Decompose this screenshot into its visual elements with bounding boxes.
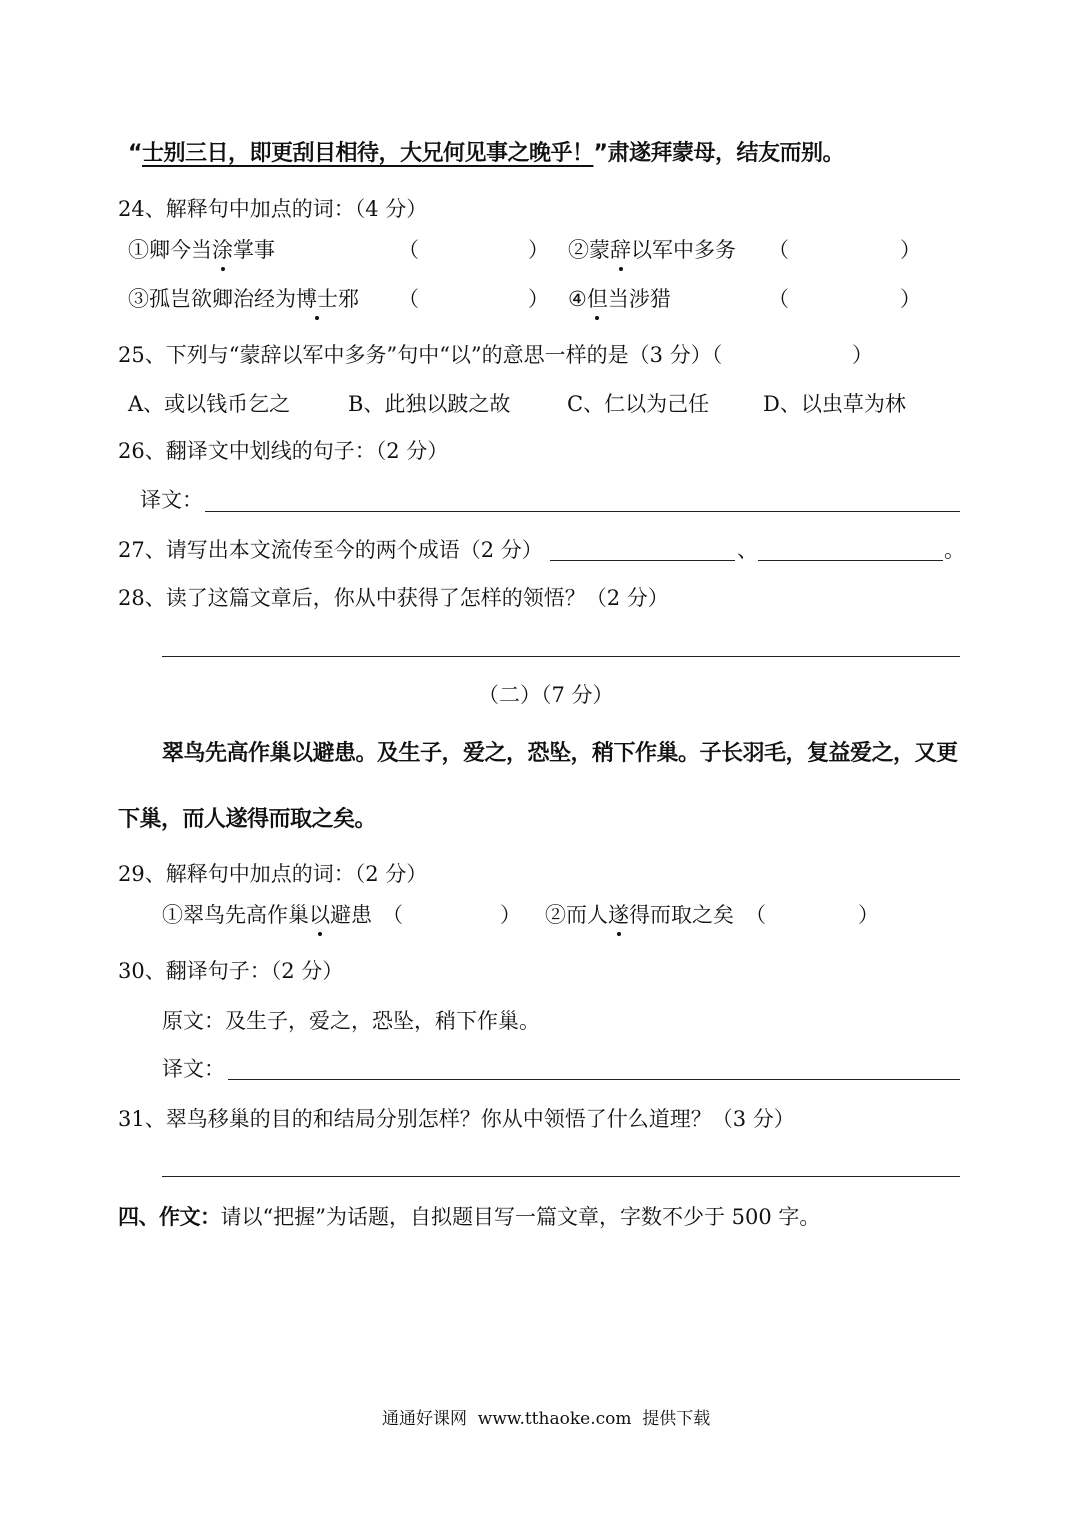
dotted-word: 博士 [296,287,338,311]
q31-answer-line[interactable] [162,1176,960,1177]
q24-answer-2-open: （ [768,238,789,262]
dotted-word: 涂 [212,238,233,262]
q28-answer-line[interactable] [162,656,960,657]
q24-answer-1-open: （ [398,238,419,262]
q29-answer-1-close: ） [500,903,521,927]
q24-item-2: ②蒙辞以军中多务 [568,238,736,262]
q24-answer-4-open: （ [768,287,789,311]
q25-stem: 25、下列与“蒙辞以军中多务”句中“以”的意思一样的是（3 分）（ [118,343,723,367]
essay-prompt [118,1203,820,1231]
q27-stem: 27、请写出本文流传至今的两个成语（2 分） [118,538,543,562]
q30-answer-line[interactable] [228,1079,960,1080]
q25-option-d: D、以虫草为林 [763,392,906,416]
q25-stem-close: ） [852,343,873,367]
q24-stem: 24、解释句中加点的词：（4 分） [118,197,428,221]
underlined-sentence: 士别三日，即更刮目相待，大兄何见事之晚乎！ [141,141,594,166]
q25-option-c: C、仁以为己任 [567,392,710,416]
q27-separator: 、 [737,538,758,562]
section2-heading: （二）（7 分） [478,683,614,707]
essay-text: 请以“把握”为话题，自拟题目写一篇文章，字数不少于 500 字。 [220,1205,821,1229]
q24-item-1: ①卿今当涂掌事 [128,238,275,262]
q25-option-a: A、或以钱币乞之 [128,392,291,416]
q26-answer-line[interactable] [205,511,960,512]
q31-stem: 31、翠鸟移巢的目的和结局分别怎样？你从中领悟了什么道理？（3 分） [118,1107,795,1131]
q29-item-1: ①翠鸟先高作巢以避患 [162,903,372,927]
q24-answer-2-close: ） [900,238,921,262]
q26-stem: 26、翻译文中划线的句子：（2 分） [118,439,449,463]
q27-answer-line-2[interactable] [758,560,943,561]
q29-answer-2-open: （ [745,903,766,927]
passage-closing-line [128,140,844,168]
section2-passage-line2: 下巢，而人遂得而取之矣。 [118,807,377,832]
dotted-word: 但 [586,287,608,311]
q24-item-4: ④但当涉猎 [568,287,671,311]
quote-open: “ [128,141,142,166]
q26-translation-label: 译文： [140,488,203,512]
q24-answer-3-open: （ [398,287,419,311]
dotted-word: 辞 [610,238,631,262]
q30-original: 原文：及生子，爱之，恐坠，稍下作巢。 [162,1009,540,1033]
q29-answer-1-open: （ [382,903,403,927]
q25-option-b: B、此独以跛之故 [348,392,511,416]
q29-answer-2-close: ） [858,903,879,927]
dotted-word: 以 [309,903,330,927]
essay-label: 四、作文： [118,1205,221,1229]
section2-passage-line1: 翠鸟先高作巢以避患。及生子，爱之，恐坠，稍下作巢。子长羽毛，复益爱之，又更 [162,741,958,766]
q30-translation-label: 译文： [162,1057,225,1081]
passage-rest: 肃遂拜蒙母，结友而别。 [607,141,844,166]
q24-answer-1-close: ） [528,238,549,262]
q28-stem: 28、读了这篇文章后，你从中获得了怎样的领悟？（2 分） [118,586,669,610]
q30-stem: 30、翻译句子：（2 分） [118,959,344,983]
dotted-word: 遂 [608,903,629,927]
q29-item-2: ②而人遂得而取之矣 [545,903,734,927]
q29-stem: 29、解释句中加点的词：（2 分） [118,862,428,886]
q24-answer-3-close: ） [528,287,549,311]
q27-answer-line-1[interactable] [550,560,735,561]
q27-end-mark: 。 [944,538,965,562]
quote-close: ” [593,141,608,166]
q24-item-3: ③孤岂欲卿治经为博士邪 [128,287,359,311]
page-footer: 通通好课网 www.tthaoke.com 提供下载 [382,1409,711,1429]
q24-answer-4-close: ） [900,287,921,311]
